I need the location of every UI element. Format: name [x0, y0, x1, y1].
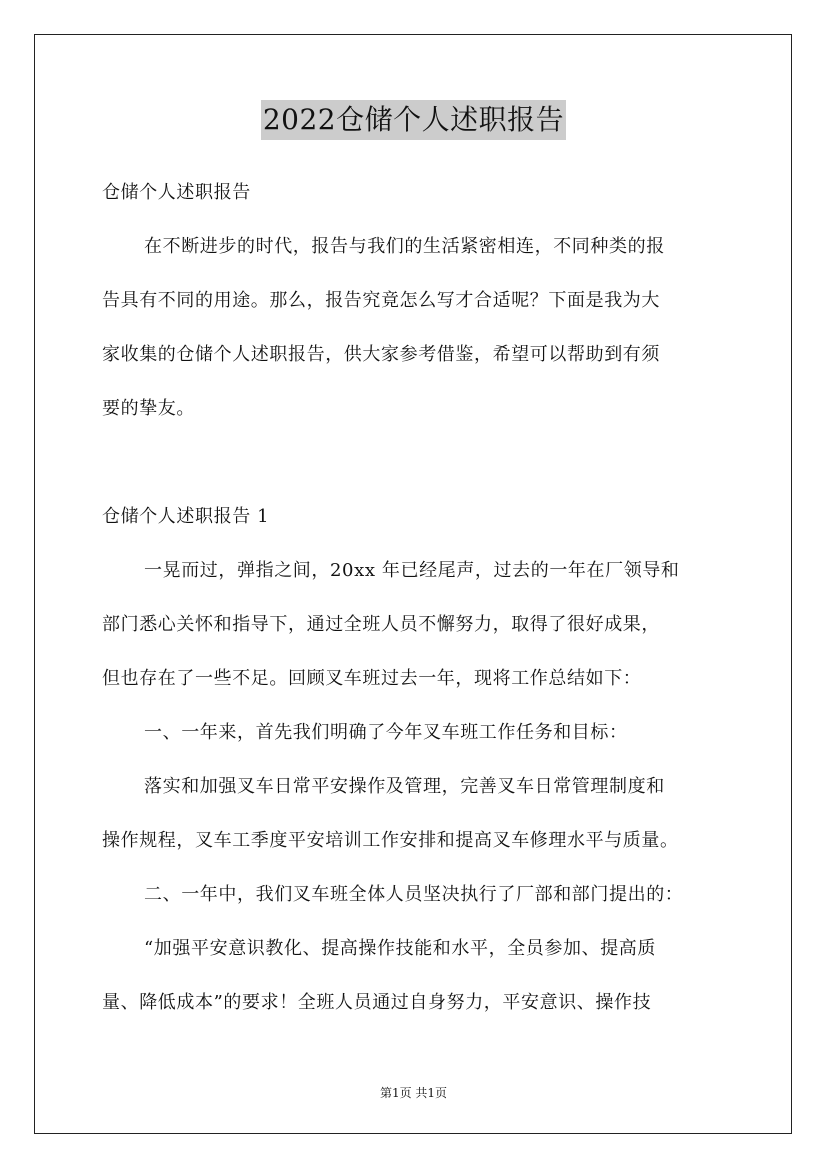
subtitle: 仓储个人述职报告 [102, 182, 251, 203]
body-line: 落实和加强叉车日常平安操作及管理，完善叉车日常管理制度和 [144, 776, 665, 797]
title-container [0, 100, 827, 140]
page-footer: 第1页 共1页 [379, 1086, 448, 1100]
body-line: 量、降低成本”的要求！全班人员通过自身努力，平安意识、操作技 [102, 992, 652, 1013]
body-line: 但也存在了一些不足。回顾叉车班过去一年，现将工作总结如下： [102, 668, 642, 689]
body-line: 一、一年来，首先我们明确了今年叉车班工作任务和目标： [144, 722, 628, 743]
section-heading: 仓储个人述职报告 1 [102, 506, 270, 527]
intro-line: 家收集的仓储个人述职报告，供大家参考借鉴，希望可以帮助到有须 [102, 344, 660, 365]
document-title: 2022仓储个人述职报告 [261, 100, 566, 140]
body-line: “加强平安意识教化、提高操作技能和水平，全员参加、提高质 [144, 938, 656, 959]
body-line: 操作规程，叉车工季度平安培训工作安排和提高叉车修理水平与质量。 [102, 830, 679, 851]
body-line: 一晃而过，弹指之间，20xx 年已经尾声，过去的一年在厂领导和 [144, 560, 680, 581]
intro-line: 告具有不同的用途。那么，报告究竟怎么写才合适呢？下面是我为大 [102, 290, 660, 311]
body-line: 二、一年中，我们叉车班全体人员坚决执行了厂部和部门提出的： [144, 884, 684, 905]
body-line: 部门悉心关怀和指导下，通过全班人员不懈努力，取得了很好成果， [102, 614, 660, 635]
intro-line: 要的挚友。 [102, 398, 195, 419]
intro-line: 在不断进步的时代，报告与我们的生活紧密相连，不同种类的报 [144, 236, 665, 257]
